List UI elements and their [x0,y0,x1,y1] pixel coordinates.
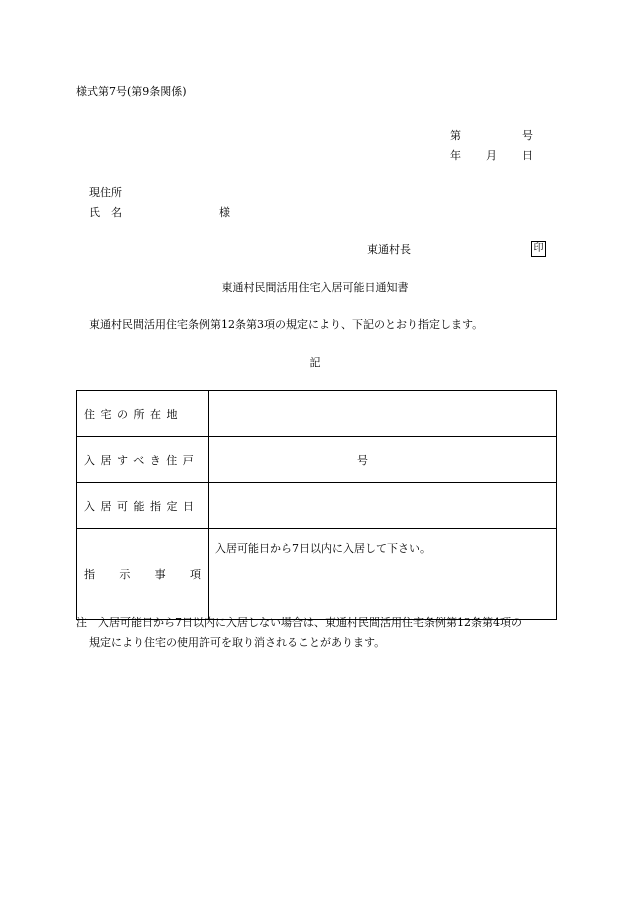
label-instructions-chars [84,566,201,582]
honorific: 様 [219,206,230,219]
issuer-title: 東通村長 [367,243,411,256]
instr-char: 指 [84,568,95,581]
value-address [209,391,557,437]
value-instructions: 入居可能日から7日以内に入居して下さい。 [209,529,557,620]
note-line-2: 規定により住宅の使用許可を取り消されることがあります。 [89,636,386,649]
instr-char: 項 [189,568,201,581]
note-line-1: 注 入居可能日から7日以内に入居しない場合は、東通村民間活用住宅条例第12条第4項の [76,616,522,629]
form-number: 様式第7号(第9条関係) [76,85,187,98]
seal-stamp: 印 [531,241,546,257]
value-unit: 号 [209,437,557,483]
label-designated-date: 入居可能指定日 [77,483,209,529]
table-row [77,391,557,437]
date-year: 年 [450,149,461,162]
date-month: 月 [486,149,497,162]
table-row [77,529,557,620]
doc-number-dai: 第 [450,129,461,142]
label-unit: 入居すべき住戸 [77,437,209,483]
label-address: 住宅の所在地 [77,391,209,437]
name-label [89,206,122,220]
ki-heading: 記 [309,356,321,369]
document-title: 東通村民間活用住宅入居可能日通知書 [221,281,409,294]
value-designated-date [209,483,557,529]
doc-number-go: 号 [522,129,533,142]
info-table [76,390,557,620]
address-label: 現住所 [89,186,122,199]
intro-text: 東通村民間活用住宅条例第12条第3項の規定により、下記のとおり指定します。 [89,318,484,331]
table-row [77,437,557,483]
label-instructions [77,529,209,620]
name-label-1: 氏 [89,206,100,219]
date-day: 日 [522,149,533,162]
name-label-2: 名 [111,206,122,219]
instr-char: 示 [119,568,131,581]
table-row [77,483,557,529]
instr-char: 事 [154,568,166,581]
